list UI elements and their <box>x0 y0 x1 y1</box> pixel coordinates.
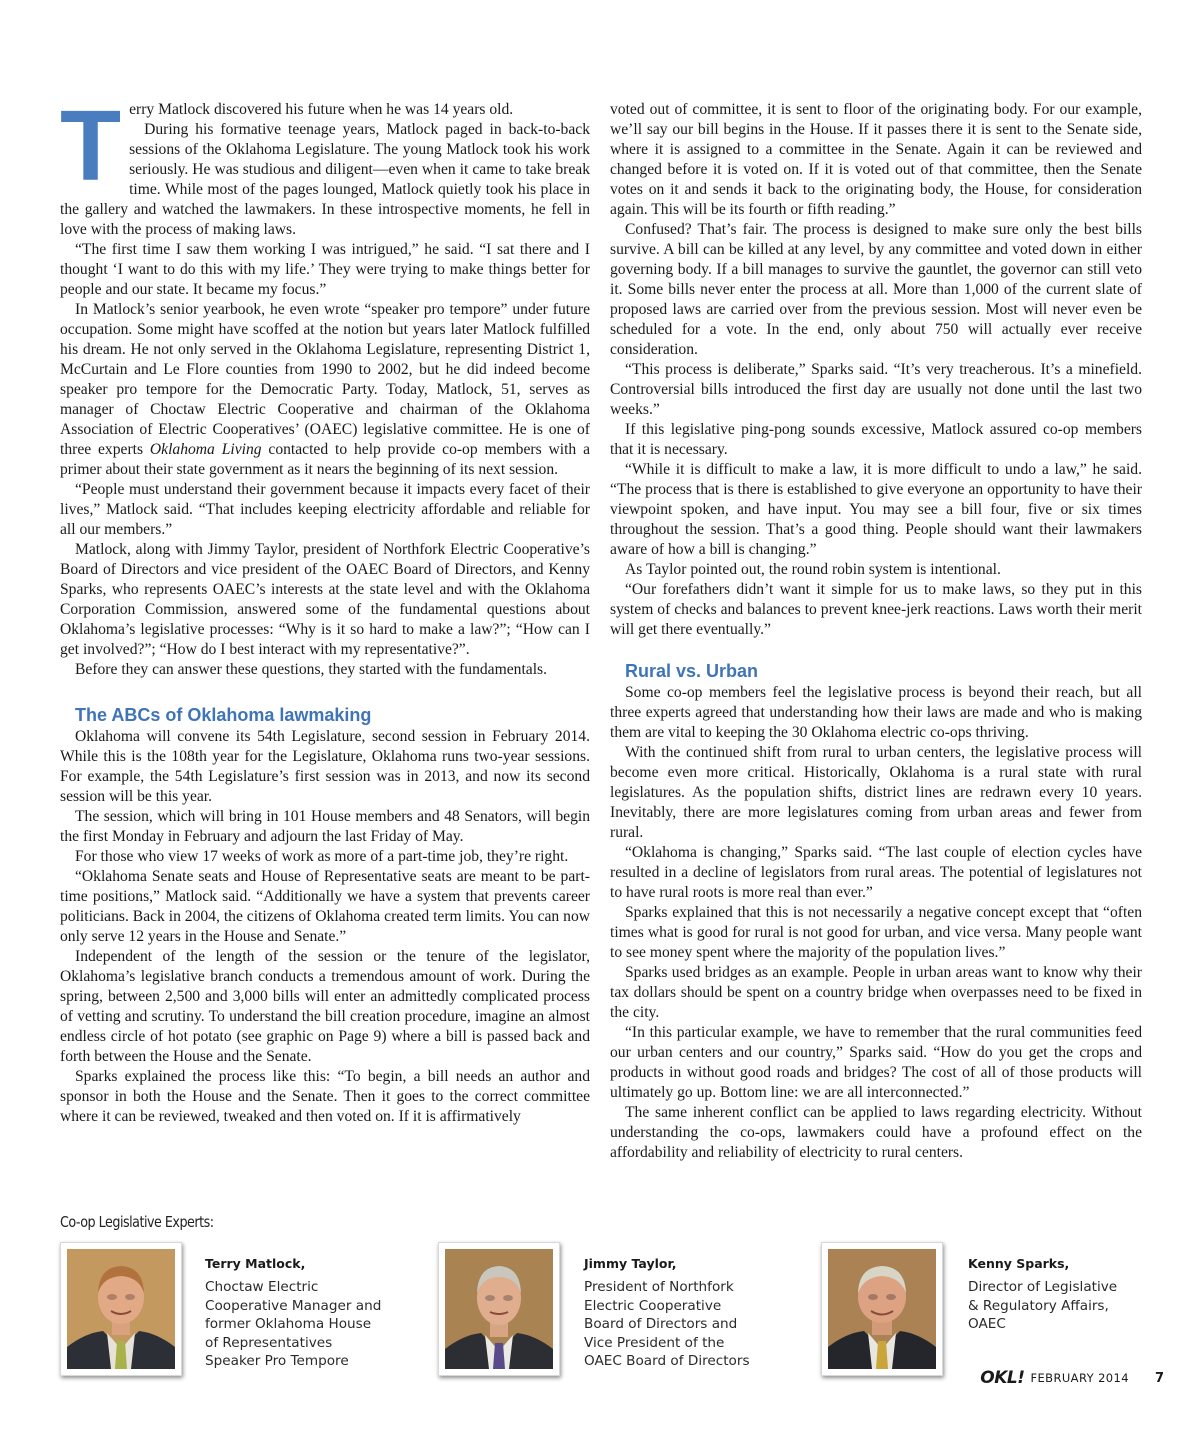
article-paragraph: “People must understand their government because it impacts every facet of their lives,” Matlock said. “That includes keeping electricity affordable and reliable for all our members.” <box>60 481 590 538</box>
expert-role: Choctaw Electric Cooperative Manager and former Oklahoma House of Representatives Speaker Pro Tempore <box>205 1279 382 1370</box>
article-paragraph: With the continued shift from rural to urban centers, the legislative process will become even more critical. Historically, Oklahoma is a rural state with rural legislatures. As the population shifts, district lines are redrawn every 10 years. Inevitably, there are more legislatures coming from urban areas and fewer from rural. <box>610 744 1142 841</box>
publication-name: Oklahoma Living <box>149 441 262 458</box>
article-paragraph: The session, which will bring in 101 House members and 48 Senators, will begin the first Monday in February and adjourn the last Friday of May. <box>60 808 590 845</box>
article-paragraph: If this legislative ping-pong sounds excessive, Matlock assured co-op members that it is necessary. <box>610 421 1142 458</box>
expert-photo <box>438 1242 560 1376</box>
expert-role: Director of Legislative & Regulatory Affairs, OAEC <box>968 1279 1118 1333</box>
expert-photo <box>60 1242 182 1376</box>
article-paragraph: “This process is deliberate,” Sparks said. “It’s very treacherous. It’s a minefield. Controversial bills introduced the first day are usually not done until the last two weeks.” <box>610 361 1142 418</box>
expert-name: Kenny Sparks, <box>968 1256 1070 1271</box>
experts-section-title: Co-op Legislative Experts: <box>60 1213 214 1231</box>
expert-role: President of Northfork Electric Cooperative Board of Directors and Vice President of the OAEC Board of Directors <box>584 1279 750 1370</box>
article-paragraph: “While it is difficult to make a law, it is more difficult to undo a law,” he said. “The process that is there is established to give everyone an opportunity to have their viewpoint spoken, and have input. You may see a bill four, five or six times throughout the session. That’s a good thing. People should want their lawmakers aware of how a bill is changing.” <box>610 461 1142 558</box>
article-paragraph: “Our forefathers didn’t want it simple for us to make laws, so they put in this system of checks and balances to prevent knee-jerk reactions. Laws worth their merit will get there eventually.” <box>610 581 1142 638</box>
article-paragraph: Oklahoma will convene its 54th Legislature, second session in February 2014. While this is the 108th year for the Legislature, Oklahoma runs two-year sessions. For example, the 54th Legislature’s first session was in 2013, and now its second session will be this year. <box>60 728 590 805</box>
article-paragraph: “Oklahoma is changing,” Sparks said. “The last couple of election cycles have resulted in a decline of legislators from rural areas. The potential of legislatures not to have rural roots is more real than ever.” <box>610 844 1142 901</box>
drop-cap: T <box>60 90 122 202</box>
article-paragraph: Sparks explained that this is not necessarily a negative concept except that “often times what is good for rural is not good for urban, and vice versa. Many people want to see money spent where the majority of the population lives.” <box>610 904 1142 961</box>
article-paragraph: For those who view 17 weeks of work as more of a part-time job, they’re right. <box>75 848 569 865</box>
article-paragraph: “Oklahoma Senate seats and House of Representative seats are meant to be part-time positions,” Matlock said. “Additionally we have a system that prevents career politicians. Back in 2004, the citizens of Oklahoma created term limits. You can now only serve 12 years in the House and Senate.” <box>60 868 590 945</box>
article-paragraph: The same inherent conflict can be applied to laws regarding electricity. Without understanding the co-ops, lawmakers could have a profound effect on the affordability and reliability of electricity to rural centers. <box>610 1104 1142 1161</box>
article-paragraph: Sparks explained the process like this: “To begin, a bill needs an author and sponsor in both the House and the Senate. Then it goes to the correct committee where it can be reviewed, tweaked and then voted on. If it is affirmatively <box>60 1068 590 1125</box>
article-paragraph: Independent of the length of the session or the tenure of the legislator, Oklahoma’s legislative branch conducts a tremendous amount of work. During the spring, between 2,500 and 3,000 bills will enter an admittedly complicated process of vetting and scrutiny. To understand the bill creation procedure, imagine an almost endless circle of hot potato (see graphic on Page 9) where a bill is passed back and forth between the House and the Senate. <box>60 948 590 1065</box>
article-paragraph: Some co-op members feel the legislative process is beyond their reach, but all three experts agreed that understanding how their laws are made and who is making them are vital to keeping the 30 Oklahoma electric co-ops thriving. <box>610 684 1142 741</box>
article-paragraph: As Taylor pointed out, the round robin system is intentional. <box>625 561 1001 578</box>
article-paragraph: In Matlock’s senior yearbook, he even wrote “speaker pro tempore” under future occupation. Some might have scoffed at the notion but years later Matlock fulfilled his dream. He not only served in the Oklahoma Legislature, representing District 1, McCurtain and Le Flore counties from 1990 to 2002, but he did indeed become speaker pro tempore for the Democratic Party. Today, Matlock, 51, serves as manager of Choctaw Electric Cooperative and chairman of the Oklahoma Association of Electric Cooperatives’ (OAEC) legislative committee. He is one of three experts Oklahoma Living contacted to help provide co-op members with a primer about their state government as it nears the beginning of its next session. <box>60 301 590 478</box>
expert-photo <box>821 1242 943 1376</box>
expert-name: Jimmy Taylor, <box>584 1256 677 1271</box>
magazine-logo: OKL! <box>980 1368 1025 1388</box>
issue-date: FEBRUARY 2014 <box>1030 1371 1129 1385</box>
article-column-right <box>610 100 1142 1163</box>
expert-name: Terry Matlock, <box>205 1256 306 1271</box>
article-paragraph: “In this particular example, we have to remember that the rural communities feed our urban centers and our country,” Sparks said. “How do you get the crops and products in without good roads and bridges? The cost of all of those products will ultimately go up. Bottom line: we are all interconnected.” <box>610 1024 1142 1101</box>
article-paragraph: “The first time I saw them working I was intrigued,” he said. “I sat there and I thought ‘I want to do this with my life.’ They were trying to make things better for people and our state. It became my focus.” <box>60 241 590 298</box>
section-heading-rural-urban: Rural vs. Urban <box>625 661 759 681</box>
section-heading-abcs: The ABCs of Oklahoma lawmaking <box>75 705 372 725</box>
article-paragraph: Sparks used bridges as an example. People in urban areas want to know why their tax dollars should be spent on a country bridge when overpasses need to be fixed in the city. <box>610 964 1142 1021</box>
page-number: 7 <box>1154 1370 1164 1386</box>
article-paragraph: Matlock, along with Jimmy Taylor, president of Northfork Electric Cooperative’s Board of Directors and vice president of the OAEC Board of Directors, and Kenny Sparks, who represents OAEC’s interests at the state level and with the Oklahoma Corporation Commission, answered some of the fundamental questions about Oklahoma’s legislative processes: “Why is it so hard to make a law?”; “How can I get involved?”; “How do I best interact with my representative?”. <box>60 541 590 658</box>
article-paragraph: During his formative teenage years, Matlock paged in back-to-back sessions of the Oklahoma Legislature. The young Matlock took his work seriously. He was studious and diligent—even when it came to take break time. While most of the pages lounged, Matlock quietly took his place in the gallery and watched the lawmakers. In these introspective moments, he fell in love with the process of making laws. <box>60 121 590 238</box>
article-paragraph: Before they can answer these questions, they started with the fundamentals. <box>75 661 548 678</box>
article-column-left <box>60 90 590 1127</box>
article-paragraph: Terry Matlock discovered his future when he was 14 years old. <box>60 90 514 202</box>
page-footer <box>980 1368 1164 1388</box>
article-paragraph: Confused? That’s fair. The process is designed to make sure only the best bills survive. A bill can be killed at any level, by any committee and voted down in either governing body. If a bill manages to survive the gauntlet, the governor can still veto it. Some bills never enter the process at all. More than 1,000 of the current slate of proposed laws are carried over from the previous session. Most will never even be scheduled for a vote. In the end, only about 750 will actually ever receive consideration. <box>610 221 1142 358</box>
article-paragraph: voted out of committee, it is sent to floor of the originating body. For our example, we’ll say our bill begins in the House. If it passes there it is sent to the Senate side, where it is assigned to a committee in the Senate. Again it can be reviewed and changed before it is voted on. If it is voted out of that committee, then the Senate votes on it and sends it back to the originating body, the House, for consideration again. This will be its fourth or fifth reading.” <box>610 101 1142 218</box>
